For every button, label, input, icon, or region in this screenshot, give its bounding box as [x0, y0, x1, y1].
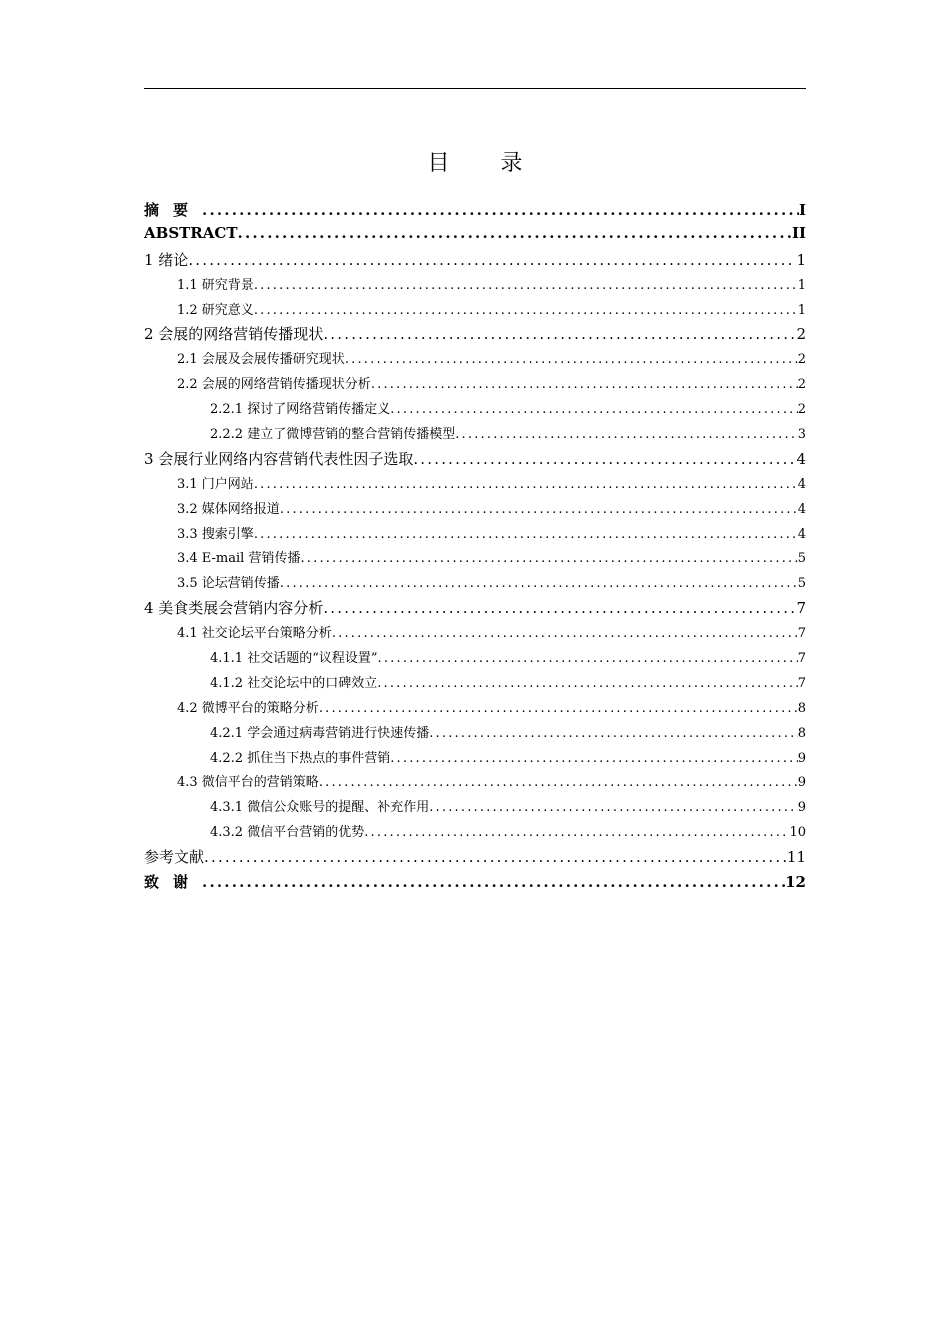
toc-leader-dots — [377, 676, 798, 691]
toc-entry-page: 2 — [796, 325, 806, 344]
toc-entry[interactable] — [144, 299, 806, 324]
toc-entry[interactable] — [144, 672, 806, 697]
toc-entry-page: 5 — [797, 551, 806, 567]
toc-entry-page: 12 — [785, 873, 806, 892]
toc-entry-page: 8 — [797, 700, 806, 716]
toc-leader-dots — [254, 278, 798, 293]
header-rule — [144, 88, 806, 89]
toc-entry[interactable] — [144, 771, 806, 796]
toc-entry-page: 1 — [797, 302, 806, 318]
toc-entry-page: 4 — [797, 526, 806, 542]
toc-leader-dots — [390, 751, 798, 766]
toc-leader-dots — [323, 599, 796, 617]
toc-entry-title: 2 会展的网络营销传播现状 — [144, 325, 324, 344]
toc-leader-dots — [202, 873, 785, 891]
toc-entry-page: 9 — [797, 800, 806, 816]
toc-leader-dots — [188, 251, 796, 269]
toc-entry-title: 4.3.2 微信平台营销的优势 — [210, 825, 365, 841]
toc-entry-title: 致谢 — [144, 873, 203, 892]
toc-entry-page: 11 — [786, 848, 806, 867]
toc-entry-page: II — [791, 223, 806, 242]
toc-entry[interactable] — [144, 373, 806, 398]
toc-leader-dots — [280, 502, 798, 517]
toc-entry-page: 3 — [797, 427, 806, 443]
toc-entry-page: 10 — [789, 825, 806, 841]
toc-entry[interactable] — [144, 523, 806, 548]
toc-entry-title: 4.1 社交论坛平台策略分析 — [177, 626, 332, 642]
toc-entry-page: 7 — [796, 599, 806, 618]
toc-entry-title: 3.2 媒体网络报道 — [177, 501, 280, 517]
toc-entry-title: 4.3.1 微信公众账号的提醒、补充作用 — [210, 800, 430, 816]
toc-entry[interactable] — [144, 647, 806, 672]
toc-entry[interactable] — [144, 448, 806, 473]
toc-entry-title: 2.1 会展及会展传播研究现状 — [177, 352, 345, 368]
toc-entry[interactable] — [144, 747, 806, 772]
toc-leader-dots — [429, 800, 798, 815]
toc-entry-title: 4.3 微信平台的营销策略 — [177, 775, 319, 791]
toc-entry-title: 3.1 门户网站 — [177, 476, 254, 492]
toc-entry-title: 2.2.1 探讨了网络营销传播定义 — [210, 402, 391, 418]
toc-entry-page: 2 — [797, 377, 806, 393]
toc-leader-dots — [319, 701, 798, 716]
toc-entry-title: 2.2 会展的网络营销传播现状分析 — [177, 377, 371, 393]
toc-leader-dots — [345, 352, 798, 367]
toc-entry-page: 1 — [796, 250, 806, 269]
toc-entry[interactable] — [144, 821, 806, 846]
toc-leader-dots — [390, 402, 798, 417]
toc-entry-title: 1 绪论 — [144, 250, 189, 269]
toc-entry-page: 9 — [797, 775, 806, 791]
toc-entry-acknowledgements[interactable] — [144, 871, 806, 896]
toc-leader-dots — [378, 651, 798, 666]
toc-entry[interactable] — [144, 249, 806, 274]
toc-leader-dots — [429, 726, 798, 741]
toc-entry-title: 4.2 微博平台的策略分析 — [177, 700, 319, 716]
toc-leader-dots — [254, 477, 798, 492]
toc-leader-dots — [204, 848, 787, 866]
toc-entry-title: 4.2.1 学会通过病毒营销进行快速传播 — [210, 725, 430, 741]
toc-entry-page: 9 — [797, 750, 806, 766]
toc-entry-title: 4.2.2 抓住当下热点的事件营销 — [210, 750, 391, 766]
toc-entry-page: 1 — [797, 277, 806, 293]
toc-leader-dots — [413, 450, 796, 468]
toc-entry-page: I — [798, 201, 806, 219]
page-title: 目 录 — [427, 151, 545, 176]
toc-entry-title: 参考文献 — [144, 848, 205, 867]
toc-entry-title: 1.1 研究背景 — [177, 277, 254, 293]
toc-leader-dots — [371, 377, 798, 392]
toc-entry-title: 3.5 论坛营销传播 — [177, 576, 280, 592]
toc-entry-page: 8 — [797, 725, 806, 741]
toc-leader-dots — [364, 825, 789, 840]
toc-leader-dots — [455, 427, 798, 442]
toc-entry-title: 1.2 研究意义 — [177, 302, 254, 318]
toc-entry-title: 3.4 E-mail 营销传播 — [177, 551, 301, 567]
toc-entry-abstract-en[interactable] — [144, 224, 806, 249]
toc-leader-dots — [319, 775, 798, 790]
toc-entry-title: 摘要 — [144, 201, 203, 219]
toc-leader-dots — [332, 626, 798, 641]
toc-entry[interactable] — [144, 423, 806, 448]
toc-entry-title: 2.2.2 建立了微博营销的整合营销传播模型 — [210, 427, 456, 443]
table-of-contents — [144, 199, 806, 896]
toc-entry-page: 2 — [797, 352, 806, 368]
toc-entry-references[interactable] — [144, 846, 806, 871]
toc-entry-title: 4.1.1 社交话题的“议程设置” — [210, 651, 378, 667]
toc-entry-title: 4 美食类展会营销内容分析 — [144, 599, 324, 618]
toc-leader-dots — [254, 303, 798, 318]
toc-entry[interactable] — [144, 547, 806, 572]
toc-entry[interactable] — [144, 323, 806, 348]
toc-entry-page: 5 — [797, 576, 806, 592]
toc-entry-page: 7 — [797, 651, 806, 667]
toc-entry-title: 4.1.2 社交论坛中的口碑效立 — [210, 675, 378, 691]
toc-entry-page: 4 — [797, 476, 806, 492]
toc-entry[interactable] — [144, 697, 806, 722]
toc-entry[interactable] — [144, 473, 806, 498]
toc-entry-title: 3 会展行业网络内容营销代表性因子选取 — [144, 449, 414, 468]
toc-leader-dots — [202, 201, 799, 219]
toc-entry-title: ABSTRACT — [144, 223, 238, 242]
toc-entry-page: 4 — [797, 501, 806, 517]
toc-leader-dots — [280, 576, 798, 591]
toc-entry-title: 3.3 搜索引擎 — [177, 526, 254, 542]
toc-entry-page: 2 — [797, 402, 806, 418]
toc-entry-page: 4 — [796, 449, 806, 468]
toc-entry[interactable] — [144, 622, 806, 647]
toc-entry[interactable] — [144, 572, 806, 597]
toc-leader-dots — [238, 224, 792, 242]
toc-entry[interactable] — [144, 796, 806, 821]
toc-entry[interactable] — [144, 597, 806, 622]
toc-entry[interactable] — [144, 722, 806, 747]
toc-entry[interactable] — [144, 348, 806, 373]
toc-entry[interactable] — [144, 274, 806, 299]
toc-entry-page: 7 — [797, 675, 806, 691]
toc-leader-dots — [300, 551, 797, 566]
toc-leader-dots — [254, 527, 798, 542]
toc-leader-dots — [323, 325, 796, 343]
toc-entry[interactable] — [144, 398, 806, 423]
toc-entry-page: 7 — [797, 626, 806, 642]
toc-entry-abstract-cn[interactable] — [144, 199, 806, 224]
toc-entry[interactable] — [144, 498, 806, 523]
